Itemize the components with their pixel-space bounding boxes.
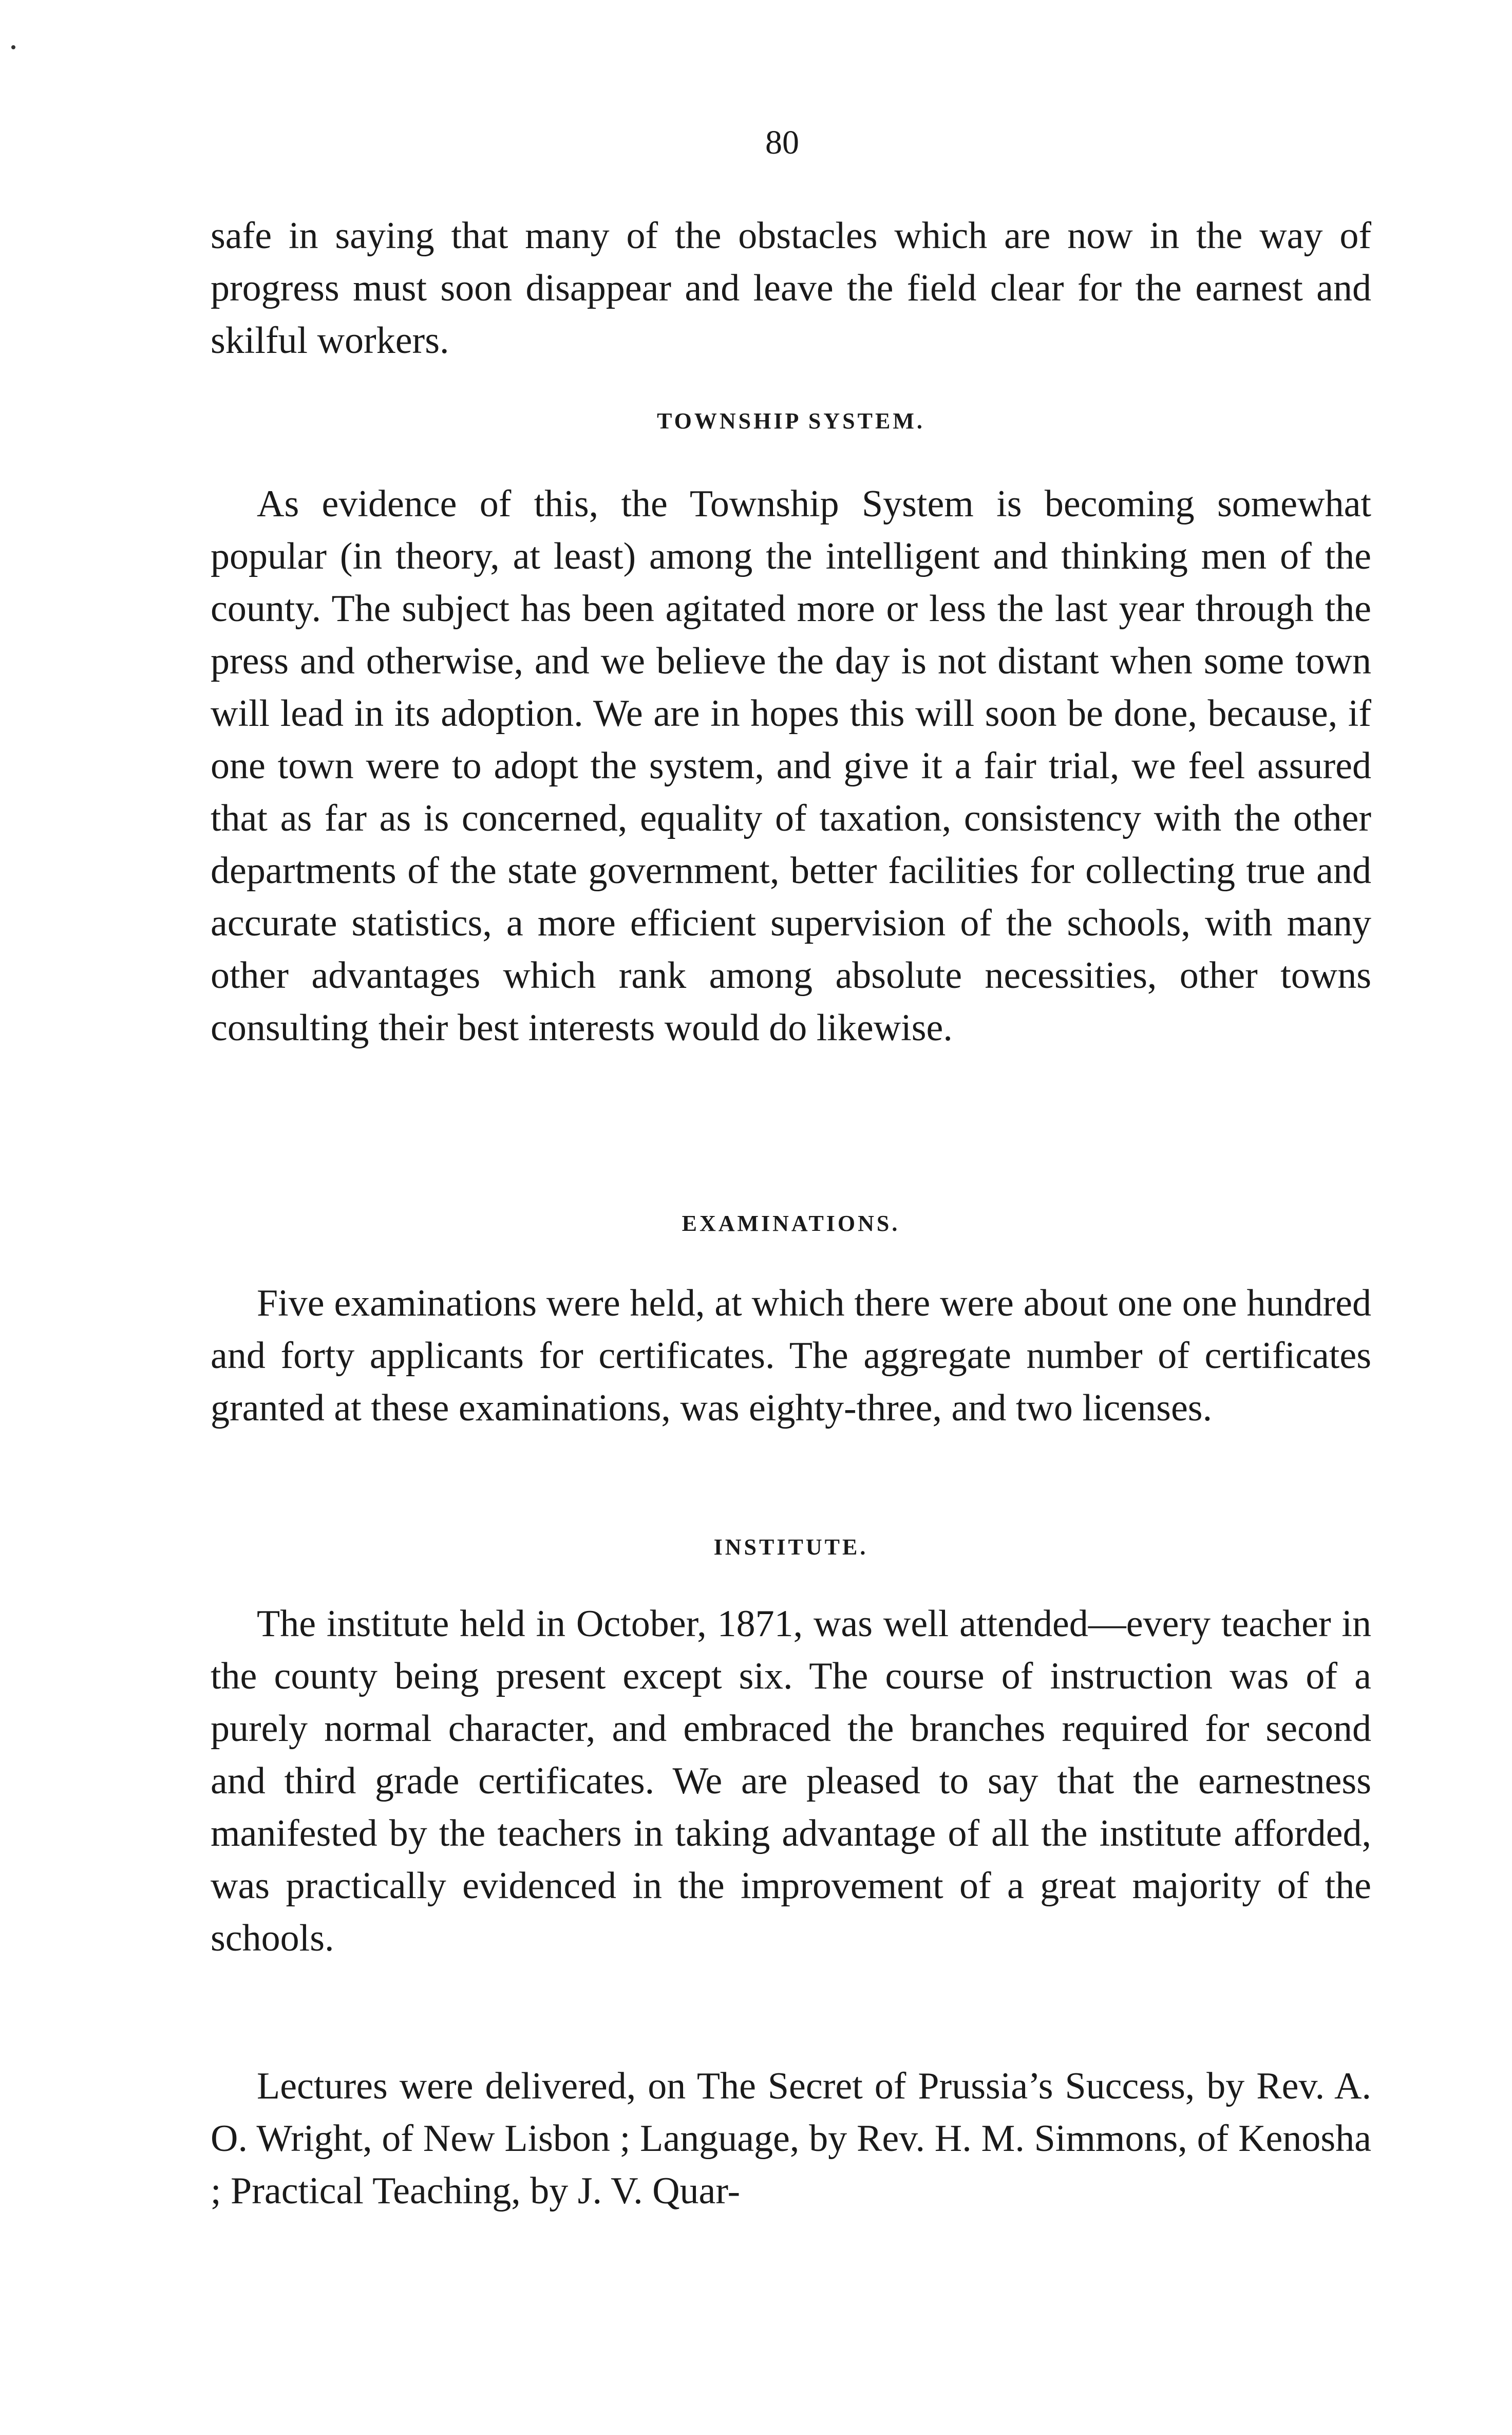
margin-speck xyxy=(11,45,15,49)
institute-heading: INSTITUTE. xyxy=(713,1534,868,1560)
examinations-paragraph: Five examinations were held, at which there were about one one hundred and forty applicants for certificates. The aggregate number of certificates granted at these examinations, was eighty-three, and two licenses. xyxy=(211,1282,1371,1429)
township-system-heading: TOWNSHIP SYSTEM. xyxy=(657,408,925,434)
institute-paragraph: The institute held in October, 1871, was well attended—every teacher in the county being present except six. The course of instruction was of a purely normal character, and embraced the branches required for second and third grade certificates. We are pleased to say that the earnestness manifested by the teachers in taking advantage of all the institute afforded, was practically evidenced in the improvement of a great majority of the schools. xyxy=(211,1603,1371,1959)
page-number: 80 xyxy=(765,124,799,161)
intro-paragraph: safe in saying that many of the obstacles which are now in the way of progress must soon disappear and leave the field clear for the earnest and skilful workers. xyxy=(211,215,1371,362)
examinations-heading: EXAMINATIONS. xyxy=(682,1211,900,1236)
township-paragraph: As evidence of this, the Township System is becoming somewhat popular (in theory, at least) among the intelligent and thinking men of the county. The subject has been agitated more or less the last year through the press and otherwise, and we believe the day is not distant when some town will lead in its adoption. We are in hopes this will soon be done, because, if one town were to adopt the system, and give it a fair trial, we feel assured that as far as is concerned, equality of taxation, consistency with the other departments of the state government, better facilities for collecting true and accurate statistics, a more efficient supervision of the schools, with many other advantages which rank among absolute necessities, other towns consulting their best interests would do likewise. xyxy=(211,483,1371,1049)
lectures-paragraph: Lectures were delivered, on The Secret of Prussia’s Success, by Rev. A. O. Wright, of New Lisbon ; Language, by Rev. H. M. Simmons, of Kenosha ; Practical Teaching, by J. V. Quar- xyxy=(211,2065,1371,2212)
